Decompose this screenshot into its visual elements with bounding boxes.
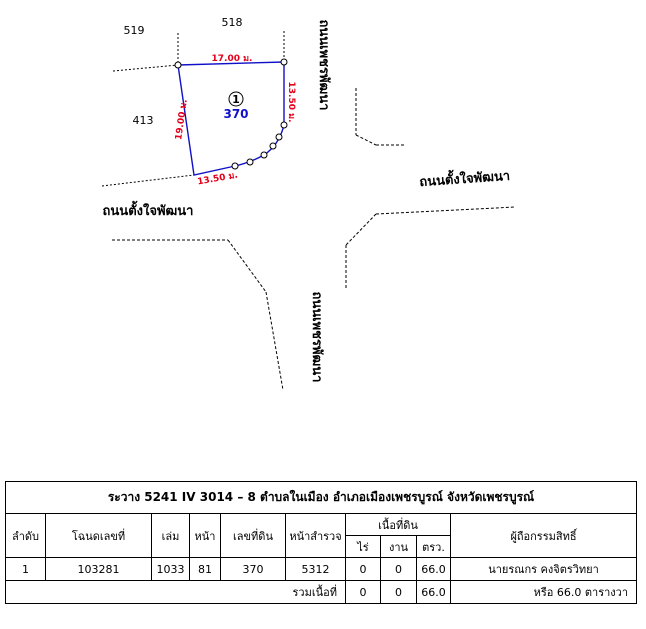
parcel-number-518: 518 bbox=[221, 16, 243, 29]
table-header-row bbox=[6, 514, 637, 536]
boundary-marker bbox=[261, 152, 267, 158]
header-seq: ลำดับ bbox=[6, 514, 46, 558]
cell-owner: นายรณกร คงจิตรวิทยา bbox=[451, 558, 637, 581]
road-label-west: ถนนตั้งใจพัฒนา bbox=[102, 204, 194, 219]
road-edge-ne-corner bbox=[356, 135, 376, 145]
road-edge-sw-diagonal bbox=[228, 240, 266, 292]
dimension-right: 13.50 ม. bbox=[286, 81, 296, 123]
table-title: ระวาง 5241 IV 3014 – 8 ตำบลในเมือง อำเภอเมืองเพชรบูรณ์ จังหวัดเพชรบูรณ์ bbox=[6, 482, 637, 514]
total-note: หรือ 66.0 ตารางวา bbox=[451, 581, 637, 604]
cell-wa: 66.0 bbox=[417, 558, 451, 581]
header-land-no: เลขที่ดิน bbox=[221, 514, 286, 558]
road-edge-se-horizontal bbox=[376, 207, 515, 214]
cell-survey-page: 5312 bbox=[286, 558, 346, 581]
header-page: หน้า bbox=[190, 514, 221, 558]
total-wa: 66.0 bbox=[417, 581, 451, 604]
cell-deed-no: 103281 bbox=[46, 558, 152, 581]
total-rai: 0 bbox=[346, 581, 381, 604]
parcel-boundaries bbox=[102, 31, 284, 186]
boundary-marker bbox=[175, 62, 181, 68]
road-label-north: ถนนเพชรพัฒนา bbox=[316, 19, 331, 111]
boundary-519-413 bbox=[113, 65, 178, 71]
boundary-413-south bbox=[102, 175, 194, 186]
road-label-south: ถนนเพชรพัฒนา bbox=[309, 291, 324, 383]
boundary-marker bbox=[247, 159, 253, 165]
cell-land-no: 370 bbox=[221, 558, 286, 581]
table-row bbox=[6, 558, 637, 581]
dimension-left: 19.00 ม. bbox=[174, 98, 190, 141]
parcel-land-number: 370 bbox=[223, 107, 249, 121]
header-owner: ผู้ถือกรรมสิทธิ์ bbox=[451, 514, 637, 558]
cell-rai: 0 bbox=[346, 558, 381, 581]
table-total-row bbox=[6, 581, 637, 604]
header-rai: ไร่ bbox=[346, 536, 381, 558]
header-ngan: งาน bbox=[381, 536, 417, 558]
boundary-marker bbox=[281, 122, 287, 128]
total-label: รวมเนื้อที่ bbox=[6, 581, 346, 604]
header-volume: เล่ม bbox=[152, 514, 190, 558]
dimension-top: 17.00 ม. bbox=[211, 54, 253, 64]
cell-ngan: 0 bbox=[381, 558, 417, 581]
boundary-marker bbox=[281, 59, 287, 65]
parcel-number-519: 519 bbox=[123, 24, 145, 37]
header-survey-page: หน้าสำรวจ bbox=[286, 514, 346, 558]
boundary-marker bbox=[276, 134, 282, 140]
road-label-east: ถนนตั้งใจพัฒนา bbox=[418, 168, 511, 191]
land-register-table bbox=[5, 481, 637, 604]
cell-seq: 1 bbox=[6, 558, 46, 581]
road-edge-se-corner bbox=[346, 214, 376, 245]
boundary-marker bbox=[232, 163, 238, 169]
cell-page: 81 bbox=[190, 558, 221, 581]
subject-parcel bbox=[174, 54, 296, 188]
cell-volume: 1033 bbox=[152, 558, 190, 581]
parcel-number-413: 413 bbox=[132, 114, 154, 127]
parcel-circle-number: 1 bbox=[232, 93, 240, 106]
total-ngan: 0 bbox=[381, 581, 417, 604]
header-deed-no: โฉนดเลขที่ bbox=[46, 514, 152, 558]
header-area: เนื้อที่ดิน bbox=[346, 514, 451, 536]
dimension-bottom: 13.50 ม. bbox=[196, 170, 239, 188]
table-title-row bbox=[6, 482, 637, 514]
road-edge-sw-vertical bbox=[266, 292, 283, 390]
header-wa: ตรว. bbox=[417, 536, 451, 558]
boundary-marker bbox=[270, 143, 276, 149]
